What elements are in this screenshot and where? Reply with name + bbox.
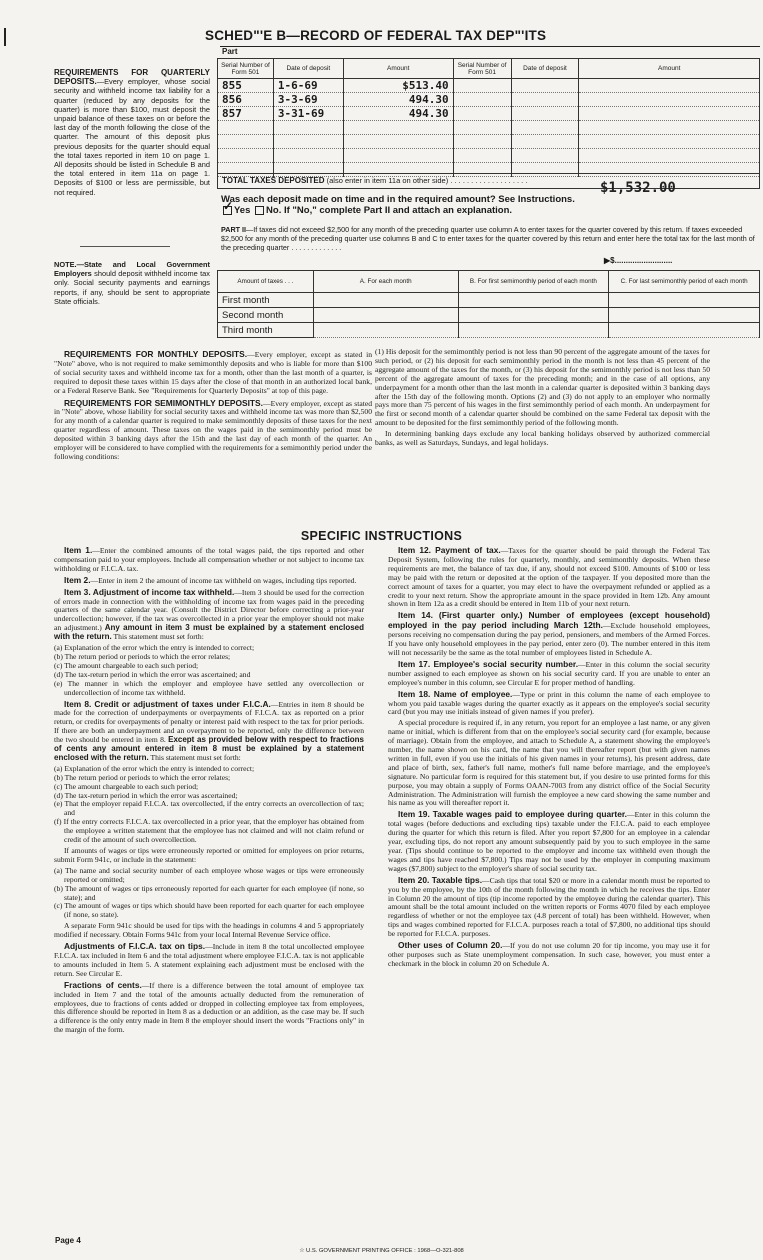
date-of-deposit-cell[interactable] — [511, 79, 579, 93]
item19-text: —Enter in this column the total wages (before deductions and excluding tips) taxable under the F.I.C.A. paid to each employee during the quarter for which this return is filed. After you report $7,800 for an employee in a calendar year, excluding tips, do not report any amount subsequently paid by you to such employee in the same year. (Tips should continue to be reported to the employer and income tax withheld even though the wages and tips have reached $7,800.) Tips may not be used by the employer in computing maximum wages ($7,800) subject to the employer's share of social security tax. — [388, 810, 710, 873]
semimonthly-text: —Every employer, except as stated in "Note" above, whose liability for social security taxes and withheld income tax was more than $2,500 for any month of a calendar quarter is required to make semimonthly deposits of these taxes for the next quarter regardless of amount. These taxes on the wages paid in the semimonthly period must be deposited within 3 banking days after the 15th and the last day of each month of the quarter. An employer will be considered to have complied with the requirements for a semimonthly period under the following conditions: — [54, 398, 373, 461]
item19-heading: Item 19. Taxable wages paid to employee during quarter. — [398, 809, 627, 820]
amount-cell[interactable] — [579, 149, 760, 163]
specific-instructions-right — [388, 546, 710, 971]
deposit-record-table — [217, 58, 760, 177]
item8-text: —Entries in item 8 should be made for the correction of underpayments or overpayments of F.I.C.A. tax as reported on a prior return, or credits for overpayments of penalty or interest paid with respect to the tax for prior periods. If there are both an underpayment and an overpayment to be reported, only the difference between the two should be entered in item 8. — [54, 699, 364, 745]
month-label: First month — [218, 293, 314, 308]
col-serial-number-2: Serial Number of Form 501 — [453, 59, 511, 79]
specific-instructions-title: SPECIFIC INSTRUCTIONS — [300, 529, 463, 543]
part-label: Part — [222, 47, 238, 56]
item3-tail: This statement must set forth: — [113, 632, 204, 642]
semimonthly-conditions: (1) His deposit for the semimonthly period is not less than 90 percent of the aggregate amount of the taxes for such period, or (2) his deposit for each semimonthly period in the month is not less than 45 percent of the aggregate amount of the taxes for the month, or (3) his deposit for the semimonthly period is not less than 50 percent of the aggregate amount of taxes for the preceding month; and in the case of all options, any underpayment for a month other than the last month in a calendar quarter is deposited within 3 banking days after the 15th day of the following month. Options (2) and (3) do not apply to an employer who normally pays more than 75 percent of his wages in the first semimonthly period of each month. An underpayment for the first or second month of a calendar quarter should be combined on the same Federal tax deposit with the amount to be deposited for the first semimonthly period of the following month. — [375, 347, 710, 428]
date-of-deposit-cell[interactable] — [273, 121, 343, 135]
item3-list — [54, 644, 364, 697]
date-of-deposit-cell[interactable] — [511, 121, 579, 135]
item20-text: —Cash tips that total $20 or more in a calendar month must be reported to you by the employee, by the 10th of the month following the month in which he receives the tips. Enter in Column 20 the amount of tips (tip income reported by the employee during the calendar quarter). This amount shall be the total amount included on the written reports or Forms 4070 filed by each employee regardless of whether or not the employee tax (4.8 percent of total) has been withheld. However, when tips and wages combined reported for F.I.C.A. purposes reach a total of $7,800, no additional tips should be reported for F.I.C.A. purposes. — [388, 875, 710, 939]
col-amount-2: Amount — [579, 59, 760, 79]
item18-special-procedure: A special procedure is required if, in any return, you report for an employee a last name, or any given name or initial, which is different from that on the employee's social security card (for example, because of marriage). Obtain from the employee, and attach to Schedule A, a statement showing the employee's number, the name shown on his card, the name that you will thereafter report (but with given names written in full, even if you use the initials of his given names in your returns), his present address, date and place of birth, sex, father's full name, mother's full name before marriage, and the employee's signature. No particular form is required for this statement but, if you desire to use printed forms for this purpose, you may obtain a supply of Forms OAAN-7003 from any district office of the Social Security Administration. The Administration will furnish the employee a new card showing the same number and his name as you will thereafter report it. — [388, 718, 710, 808]
total-taxes-deposited-row — [217, 173, 760, 189]
omitted-wages-text: If amounts of wages or tips were erroneously reported or omitted for employees on prior returns, submit Form 941c, or include in the statement: — [54, 846, 364, 864]
item8-list-item: (b) The return period or periods to which the error relates; — [54, 772, 231, 782]
month-c-cell[interactable] — [609, 293, 760, 308]
total-taxes-label: TOTAL TAXES DEPOSITED — [222, 176, 325, 185]
month-c-cell[interactable] — [609, 308, 760, 323]
quarterly-deposits-note — [54, 68, 210, 197]
month-b-cell[interactable] — [458, 293, 609, 308]
yes-checkbox[interactable] — [223, 206, 232, 215]
state-government-note — [54, 260, 210, 306]
other-uses-heading: Other uses of Column 20. — [398, 940, 503, 951]
deposit-requirements-right — [375, 348, 710, 450]
deposit-row — [218, 107, 760, 121]
month-a-cell[interactable] — [313, 293, 458, 308]
item8-list-item: (c) The amount chargeable to each such period; — [54, 781, 199, 791]
quarterly-title: REQUIREMENTS FOR QUARTERLY DEPOSITS. — [54, 68, 210, 87]
item8-emphasis: Except as provided below with respect to fractions of cents any amount entered in item 8 must be explained by a statement enclosed with the return. — [54, 735, 364, 762]
col-amount-of-taxes: Amount of taxes . . . — [218, 271, 314, 293]
date-of-deposit-cell[interactable] — [511, 93, 579, 107]
total-taxes-amount[interactable]: $1,532.00 — [600, 180, 676, 196]
item8-tail: This statement must set forth: — [150, 752, 241, 762]
item8-list-item: (a) Explanation of the error which the entry is intended to correct; — [54, 763, 255, 773]
item20-heading: Item 20. Taxable tips. — [398, 874, 483, 885]
fractions-heading: Fractions of cents. — [64, 979, 142, 990]
gpo-imprint: ☆ U.S. GOVERNMENT PRINTING OFFICE : 1968—O-321-808 — [299, 1248, 464, 1254]
fractions-text: —If there is a difference between the total amount of employee tax included in Item 7 and the total of the amounts actually deducted from the remuneration of employees, due to fractions of cents added or dropped in collecting employee tax from employees, this difference should be reported in Item 8 as a deduction or an addition, as the case may be. If such a difference is the only entry made in Item 8 the employer should insert the words "Fractions only" in the margin of the form. — [54, 980, 364, 1035]
col-serial-number-1: Serial Number of Form 501 — [218, 59, 274, 79]
omitted-list-item: (b) The amount of wages or tips erroneously reported for each quarter for each employee (if none, so state); and — [54, 883, 364, 902]
deposit-requirements-left — [54, 350, 372, 464]
note-divider — [80, 246, 170, 247]
omitted-list-item: (c) The amount of wages or tips which should have been reported for each quarter for each employee (if none, so state). — [54, 901, 364, 920]
month-c-cell[interactable] — [609, 323, 760, 338]
note-title: NOTE.—State and Local Government Employers — [54, 260, 210, 279]
other-uses-text: —If you do not use column 20 for tip income, you may use it for other purposes such as State unemployment compensation. In such case, however, you must enter a checkmark in the block in column 20 on Schedule A. — [388, 941, 710, 968]
item3-emphasis: Any amount in item 3 must be explained by a statement enclosed with the return. — [54, 623, 364, 642]
omitted-wages-list — [54, 867, 364, 920]
amount-cell[interactable] — [579, 93, 760, 107]
month-label: Third month — [218, 323, 314, 338]
deposit-row — [218, 121, 760, 135]
first-month-row — [218, 293, 760, 308]
no-checkbox[interactable] — [255, 206, 264, 215]
item1-text: —Enter the combined amounts of the total wages paid, the tips reported and other compensation paid to your employees. Include all compensation whether or not subject to income tax withholding or F.I.C.A. tax. — [54, 546, 364, 573]
serial-number-cell[interactable] — [218, 149, 274, 163]
on-time-question-text: Was each deposit made on time and in the required amount? See Instructions. — [221, 194, 575, 205]
date-of-deposit-cell[interactable] — [273, 149, 343, 163]
monthly-title: REQUIREMENTS FOR MONTHLY DEPOSITS. — [64, 349, 248, 359]
yes-label: Yes — [234, 205, 251, 216]
semimonthly-title: REQUIREMENTS FOR SEMIMONTHLY DEPOSITS. — [64, 397, 263, 408]
serial-number-cell[interactable] — [453, 135, 511, 149]
amount-cell[interactable] — [579, 135, 760, 149]
third-month-row — [218, 323, 760, 338]
no-label: No. If "No," complete Part II and attach an explanation. — [266, 205, 513, 216]
deposit-row — [218, 149, 760, 163]
item2-text: —Enter in item 2 the amount of income tax withheld on wages, including tips reported. — [90, 575, 357, 585]
serial-number-cell[interactable] — [453, 107, 511, 121]
month-a-cell[interactable] — [313, 308, 458, 323]
item8-list-item: (d) The tax-return period in which the error was ascertained; — [54, 790, 238, 800]
date-of-deposit-cell[interactable]: 3-3-69 — [273, 93, 343, 107]
amount-cell[interactable] — [579, 79, 760, 93]
separate-form-text: A separate Form 941c should be used for tips with the headings in columns 4 and 5 appropriately modified if necessary. Obtain Forms 941c from your local Internal Revenue Service office. — [54, 921, 364, 940]
col-date-of-deposit-2: Date of deposit — [511, 59, 579, 79]
specific-instructions-left — [54, 546, 364, 1037]
schedule-b-title: SCHED"'E B—RECORD OF FEDERAL TAX DEP"'ITS — [205, 28, 547, 43]
item8-list-item: (e) That the employer repaid F.I.C.A. tax overcollected, if the entry corrects an overcollection of tax; and — [54, 799, 364, 818]
deposit-row — [218, 79, 760, 93]
item8-heading: Item 8. Credit or adjustment of taxes under F.I.C.A. — [64, 698, 271, 709]
part-ii-month-table — [217, 270, 760, 338]
on-time-question — [221, 194, 756, 216]
date-of-deposit-cell[interactable]: 1-6-69 — [273, 79, 343, 93]
item17-heading: Item 17. Employee's social security number. — [398, 658, 579, 669]
col-a-each-month: A. For each month — [313, 271, 458, 293]
serial-number-cell[interactable] — [453, 79, 511, 93]
amount-cell[interactable]: 494.30 — [343, 93, 453, 107]
col-amount-1: Amount — [343, 59, 453, 79]
monthly-text: —Every employer, except as stated in "Note" above, who is not required to make semimonthly deposits and who is liable for more than $100 of social security taxes and withheld income tax for a month, other than the last month of a quarter, is required to deposit these taxes within 15 days after the close of that month in an authorized local bank, or a Federal Reserve Bank. See "Requirements for Quarterly Deposits" at top of this page. — [54, 350, 373, 395]
item14-text: —Exclude household employees, persons receiving no compensation during the pay period, pensioners, and members of the Armed Forces. If you have only household employees in the pay period, enter zero (0). The number entered in this item will not necessarily be the same as the total number of employees listed in Schedule A. — [388, 621, 711, 657]
item8-list — [54, 765, 364, 845]
total-taxes-leader: . . . . . . . . . . . . . . . . . . . — [450, 176, 528, 185]
serial-number-cell[interactable] — [453, 121, 511, 135]
item3-list-item: (d) The tax-return period in which the error was ascertained; and — [54, 669, 251, 679]
deposit-row — [218, 135, 760, 149]
date-of-deposit-cell[interactable] — [273, 135, 343, 149]
col-b-first-semimonthly: B. For first semimonthly period of each month — [458, 271, 609, 293]
serial-number-cell[interactable] — [218, 121, 274, 135]
month-b-cell[interactable] — [458, 308, 609, 323]
item18-text: —Type or print in this column the name of each employee to whom you paid taxable wages during the quarter exactly as it appears on the employee's social security card (but you may use initials instead of given names if you prefer). — [388, 689, 710, 717]
amount-cell[interactable] — [343, 135, 453, 149]
serial-number-cell[interactable]: 856 — [218, 93, 274, 107]
amount-cell[interactable] — [579, 121, 760, 135]
serial-number-cell[interactable] — [453, 149, 511, 163]
item3-list-item: (a) Explanation of the error which the entry is intended to correct; — [54, 643, 255, 653]
serial-number-cell[interactable]: 857 — [218, 107, 274, 121]
item3-heading: Item 3. Adjustment of income tax withheld. — [64, 586, 235, 597]
amount-cell[interactable] — [579, 107, 760, 121]
date-of-deposit-cell[interactable] — [511, 149, 579, 163]
col-c-last-semimonthly: C. For last semimonthly period of each month — [609, 271, 760, 293]
serial-number-cell[interactable] — [218, 135, 274, 149]
item18-heading: Item 18. Name of employee. — [398, 688, 513, 699]
left-margin-rule — [4, 28, 6, 46]
month-a-cell[interactable] — [313, 323, 458, 338]
amount-cell[interactable] — [343, 149, 453, 163]
tips-adjustment-heading: Adjustments of F.I.C.A. tax on tips. — [64, 941, 206, 952]
item3-list-item: (e) The manner in which the employer and employee have settled any overcollection or undercollection of income tax withheld. — [54, 678, 364, 697]
part-ii-label: PART II — [221, 225, 247, 234]
page-number: Page 4 — [55, 1236, 81, 1245]
month-b-cell[interactable] — [458, 323, 609, 338]
item8-list-item: (f) If the entry corrects F.I.C.A. tax overcollected in a prior year, that the employer has obtained from the employee a written statement that the employee has not claimed and will not claim refund or credit of the amount of such overcollection. — [54, 817, 364, 845]
second-month-row — [218, 308, 760, 323]
date-of-deposit-cell[interactable] — [511, 135, 579, 149]
tips-adjustment-text: —Include in item 8 the total uncollected employee F.I.C.A. tax included in Item 6 and the total adjustment where employee F.I.C.A. tax is not applicable to amounts included in Item 5. A statement explaining each adjustment must be enclosed with the return. See Circular E. — [54, 942, 364, 978]
item1-heading: Item 1. — [64, 545, 93, 555]
col-date-of-deposit-1: Date of deposit — [273, 59, 343, 79]
item3-list-item: (c) The amount chargeable to each such period; — [54, 660, 199, 670]
title-rule — [220, 46, 760, 47]
date-of-deposit-cell[interactable]: 3-31-69 — [273, 107, 343, 121]
serial-number-cell[interactable]: 855 — [218, 79, 274, 93]
serial-number-cell[interactable] — [453, 93, 511, 107]
omitted-list-item: (a) The name and social security number of each employee whose wages or tips were erroneously reported or omitted; — [54, 865, 364, 884]
item12-text: —Taxes for the quarter should be paid through the Federal Tax Deposit System, following the rules for quarterly, monthly, and semimonthly deposits. When these requirements are met, the balance of tax due, if any, should not exceed $100. Amounts of $100 or less may be paid with the return or deposited at the option of the taxpayer. If you deposited more than the correct amount of taxes for a quarter, you may elect to have the overpayment refunded or applied as a credit to your next return. Show the appropriate amount in the space provided in Item 12b. Any amount shown in Item 12a as a credit should be entered in Item 11b of your next return. — [388, 546, 710, 609]
item2-heading: Item 2. — [64, 574, 91, 585]
item3-list-item: (b) The return period or periods to which the error relates; — [54, 651, 231, 661]
quarterly-text: —Every employer, whose social security and withheld income tax liability for a quarter (reduced by any deposits for the quarter) is more than $100, must deposit the unpaid balance of these taxes on or before the last day of the month following the close of the quarter. The amount of this deposit plus previous deposits for the quarter should equal the total taxes reported in item 10 on page 1. All deposits should be listed in Schedule B and the total entered in item 11a on page 1. Deposits of $100 or less are permissible, but not required. — [54, 77, 210, 197]
date-of-deposit-cell[interactable] — [511, 107, 579, 121]
item17-text: —Enter in this column the social security number assigned to each employee as shown on his social security card. If you are unable to enter an employee's number in this column, see Circular E for proper method of handling. — [388, 659, 710, 687]
banking-days-note: In determining banking days exclude any local banking holidays observed by authorized commercial banks, as well as Saturdays, Sundays, and legal holidays. — [375, 429, 710, 448]
deposit-row — [218, 93, 760, 107]
amount-cell[interactable]: 494.30 — [343, 107, 453, 121]
preceding-quarter-total-field[interactable]: ▶$.......................... — [604, 256, 673, 265]
item14-heading: Item 14. (First quarter only.) Number of employees (except household) employed in the pay period including March 12th. — [388, 610, 710, 631]
amount-cell[interactable] — [343, 121, 453, 135]
item3-text: —Item 3 should be used for the correction of errors made in connection with the withholding of income tax from wages paid in the preceding quarters of the same calendar year. (Consult the District Director before correcting a prior-year undercollection; however, if the tax was overcollected in a prior year the employer should not make an adjustment.) — [54, 587, 364, 633]
item12-heading: Item 12. Payment of tax. — [398, 545, 501, 555]
total-taxes-note: (also enter in item 11a on other side) — [326, 176, 449, 185]
part-ii-text: —If taxes did not exceed $2,500 for any month of the preceding quarter use column A to enter taxes for the quarter covered by this return. If taxes exceeded $2,500 for any month of the preceding quarter use columns B and C to enter taxes for the quarter covered by this return and enter here the total tax for the last month of the preceding quarter . . . . . . . . . . . . . — [221, 225, 755, 252]
amount-cell[interactable]: $513.40 — [343, 79, 453, 93]
note-text: should deposit withheld income tax only. Social security payments and earnings reports, if any, should be sent to appropriate State officials. — [54, 269, 210, 306]
part-ii-instructions — [221, 225, 758, 252]
month-label: Second month — [218, 308, 314, 323]
